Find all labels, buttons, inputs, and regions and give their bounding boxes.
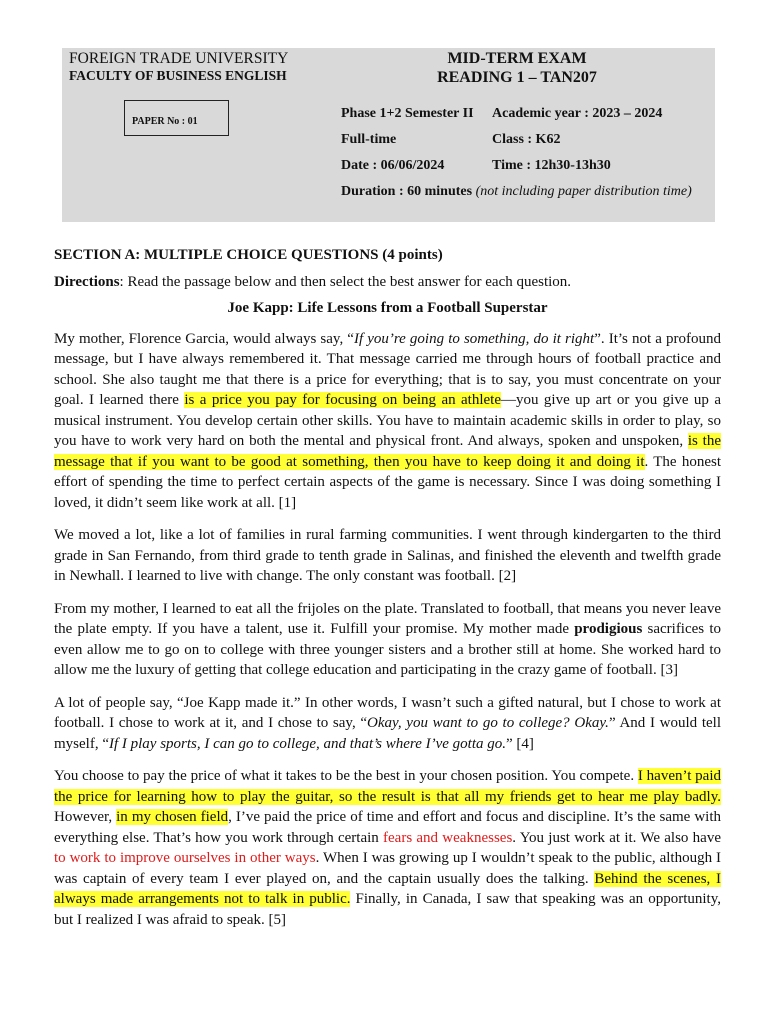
- red-text: to work to improve ourselves in other ways: [54, 850, 316, 866]
- paragraph-4: [54, 693, 721, 755]
- exam-header: [62, 48, 715, 222]
- text-run: . When I was growing up I wouldn’t speak to the public, although I was captain of every team I ever played on, and the captain usually does the talking.: [54, 850, 721, 887]
- class-info: Class : K62: [492, 132, 561, 147]
- study-mode: Full-time: [341, 132, 397, 147]
- faculty-name: FACULTY OF BUSINESS ENGLISH: [69, 68, 287, 83]
- text-run: You choose to pay the price of what it takes to be the best in your chosen position. You compete.: [54, 768, 638, 784]
- directions-text: : Read the passage below and then select the best answer for each question.: [119, 273, 572, 290]
- exam-duration: [341, 184, 692, 200]
- highlighted-text: in my chosen field: [116, 809, 229, 825]
- exam-title: MID-TERM EXAM: [447, 50, 587, 67]
- text-run: ” [4]: [506, 735, 534, 752]
- section-content: [54, 245, 721, 942]
- paragraph-1: [54, 329, 721, 514]
- directions: [54, 272, 721, 293]
- text-run: . You just work at it. We also have: [512, 829, 721, 846]
- text-run: From my mother, I learned to eat all the frijoles on the plate. Translated to football, that means you never leave the plate empty. If you have a talent, use it. Fulfill your promise. My mother made: [54, 600, 721, 637]
- duration-label: Duration : 60 minutes: [341, 184, 473, 199]
- paper-number-box: PAPER No : 01: [124, 100, 229, 136]
- text-run: Finally, in Canada, I saw that speaking was an opportunity, but I realized I was afraid to speak. [5]: [54, 891, 721, 928]
- text-run: sacrifices to even allow me to go on to college with three younger sisters and a brother still at home. She worked hard to allow me the luxury of getting that college education and participating in the crazy game of football. [3]: [54, 621, 721, 678]
- university-name: FOREIGN TRADE UNIVERSITY: [69, 50, 289, 67]
- duration-note: (not including paper distribution time): [475, 184, 692, 199]
- exam-time: Time : 12h30-13h30: [492, 158, 611, 173]
- red-text: fears and weaknesses: [383, 829, 513, 846]
- bold-word: prodigious: [574, 621, 643, 637]
- phase-info: Phase 1+2 Semester II: [341, 106, 474, 121]
- text-run: —you give up art or you give up a musical instrument. You develop certain other skills. You have to maintain academic skills in order to play, so you have to work very hard on both the mental and physical front. And always, spoken and unspoken,: [54, 392, 721, 449]
- text-run: My mother, Florence Garcia, would always say, “: [54, 330, 354, 347]
- text-run: ” And I would tell myself, “: [54, 715, 721, 752]
- text-run: , I’ve paid the price of time and effort and focus and discipline. It’s the same with everything else. That’s how you work through certain: [54, 809, 721, 846]
- highlighted-text: is a price you pay for focusing on being an athlete: [184, 392, 501, 408]
- highlighted-text: is the message that if you want to be good at something, then you have to keep doing it and doing it: [54, 433, 721, 470]
- text-run: . The honest effort of spending the time to perfect certain aspects of the game is necessary. Since I was doing something I loved, it didn’t seem like work at all. [1]: [54, 453, 722, 511]
- academic-year: Academic year : 2023 – 2024: [492, 106, 663, 121]
- course-title: READING 1 – TAN207: [437, 69, 597, 86]
- text-run: ”. It’s not a profound message, but I have always remembered it. That message carried me through hours of football practice and school. She also taught me that there is a price for everything; that is to say, you must concentrate on your goal. I learned there: [54, 330, 721, 408]
- directions-label: Directions: [54, 273, 120, 290]
- paragraph-2: We moved a lot, like a lot of families in rural farming communities. I went through kindergarten to the third grade in San Fernando, from third grade to tenth grade in Salinas, and finished the eleventh and twelfth grade in Newhall. I learned to live with change. The only constant was football. [2]: [54, 527, 721, 584]
- section-title: SECTION A: MULTIPLE CHOICE QUESTIONS (4 points): [54, 247, 443, 263]
- highlighted-text: Behind the scenes, I always made arrangements not to talk in public.: [54, 870, 721, 907]
- quote-italic: If I play sports, I can go to college, and that’s where I’ve gotta go.: [108, 735, 507, 752]
- highlighted-text: I haven’t paid the price for learning how to play the guitar, so the result is that all my friends get to hear me play badly.: [54, 768, 721, 805]
- paragraph-3: [54, 599, 721, 681]
- paragraph-5: [54, 766, 721, 930]
- quote-italic: Okay, you want to go to college? Okay.: [367, 715, 609, 731]
- exam-date: Date : 06/06/2024: [341, 158, 445, 173]
- quote-italic: If you’re going to something, do it right: [353, 330, 595, 347]
- passage-title: Joe Kapp: Life Lessons from a Football Superstar: [227, 300, 548, 316]
- text-run: A lot of people say, “Joe Kapp made it.” In other words, I wasn’t such a gifted natural, but I chose to work at football. I chose to work at it, and I chose to say, “: [54, 694, 721, 731]
- text-run: However,: [54, 809, 117, 825]
